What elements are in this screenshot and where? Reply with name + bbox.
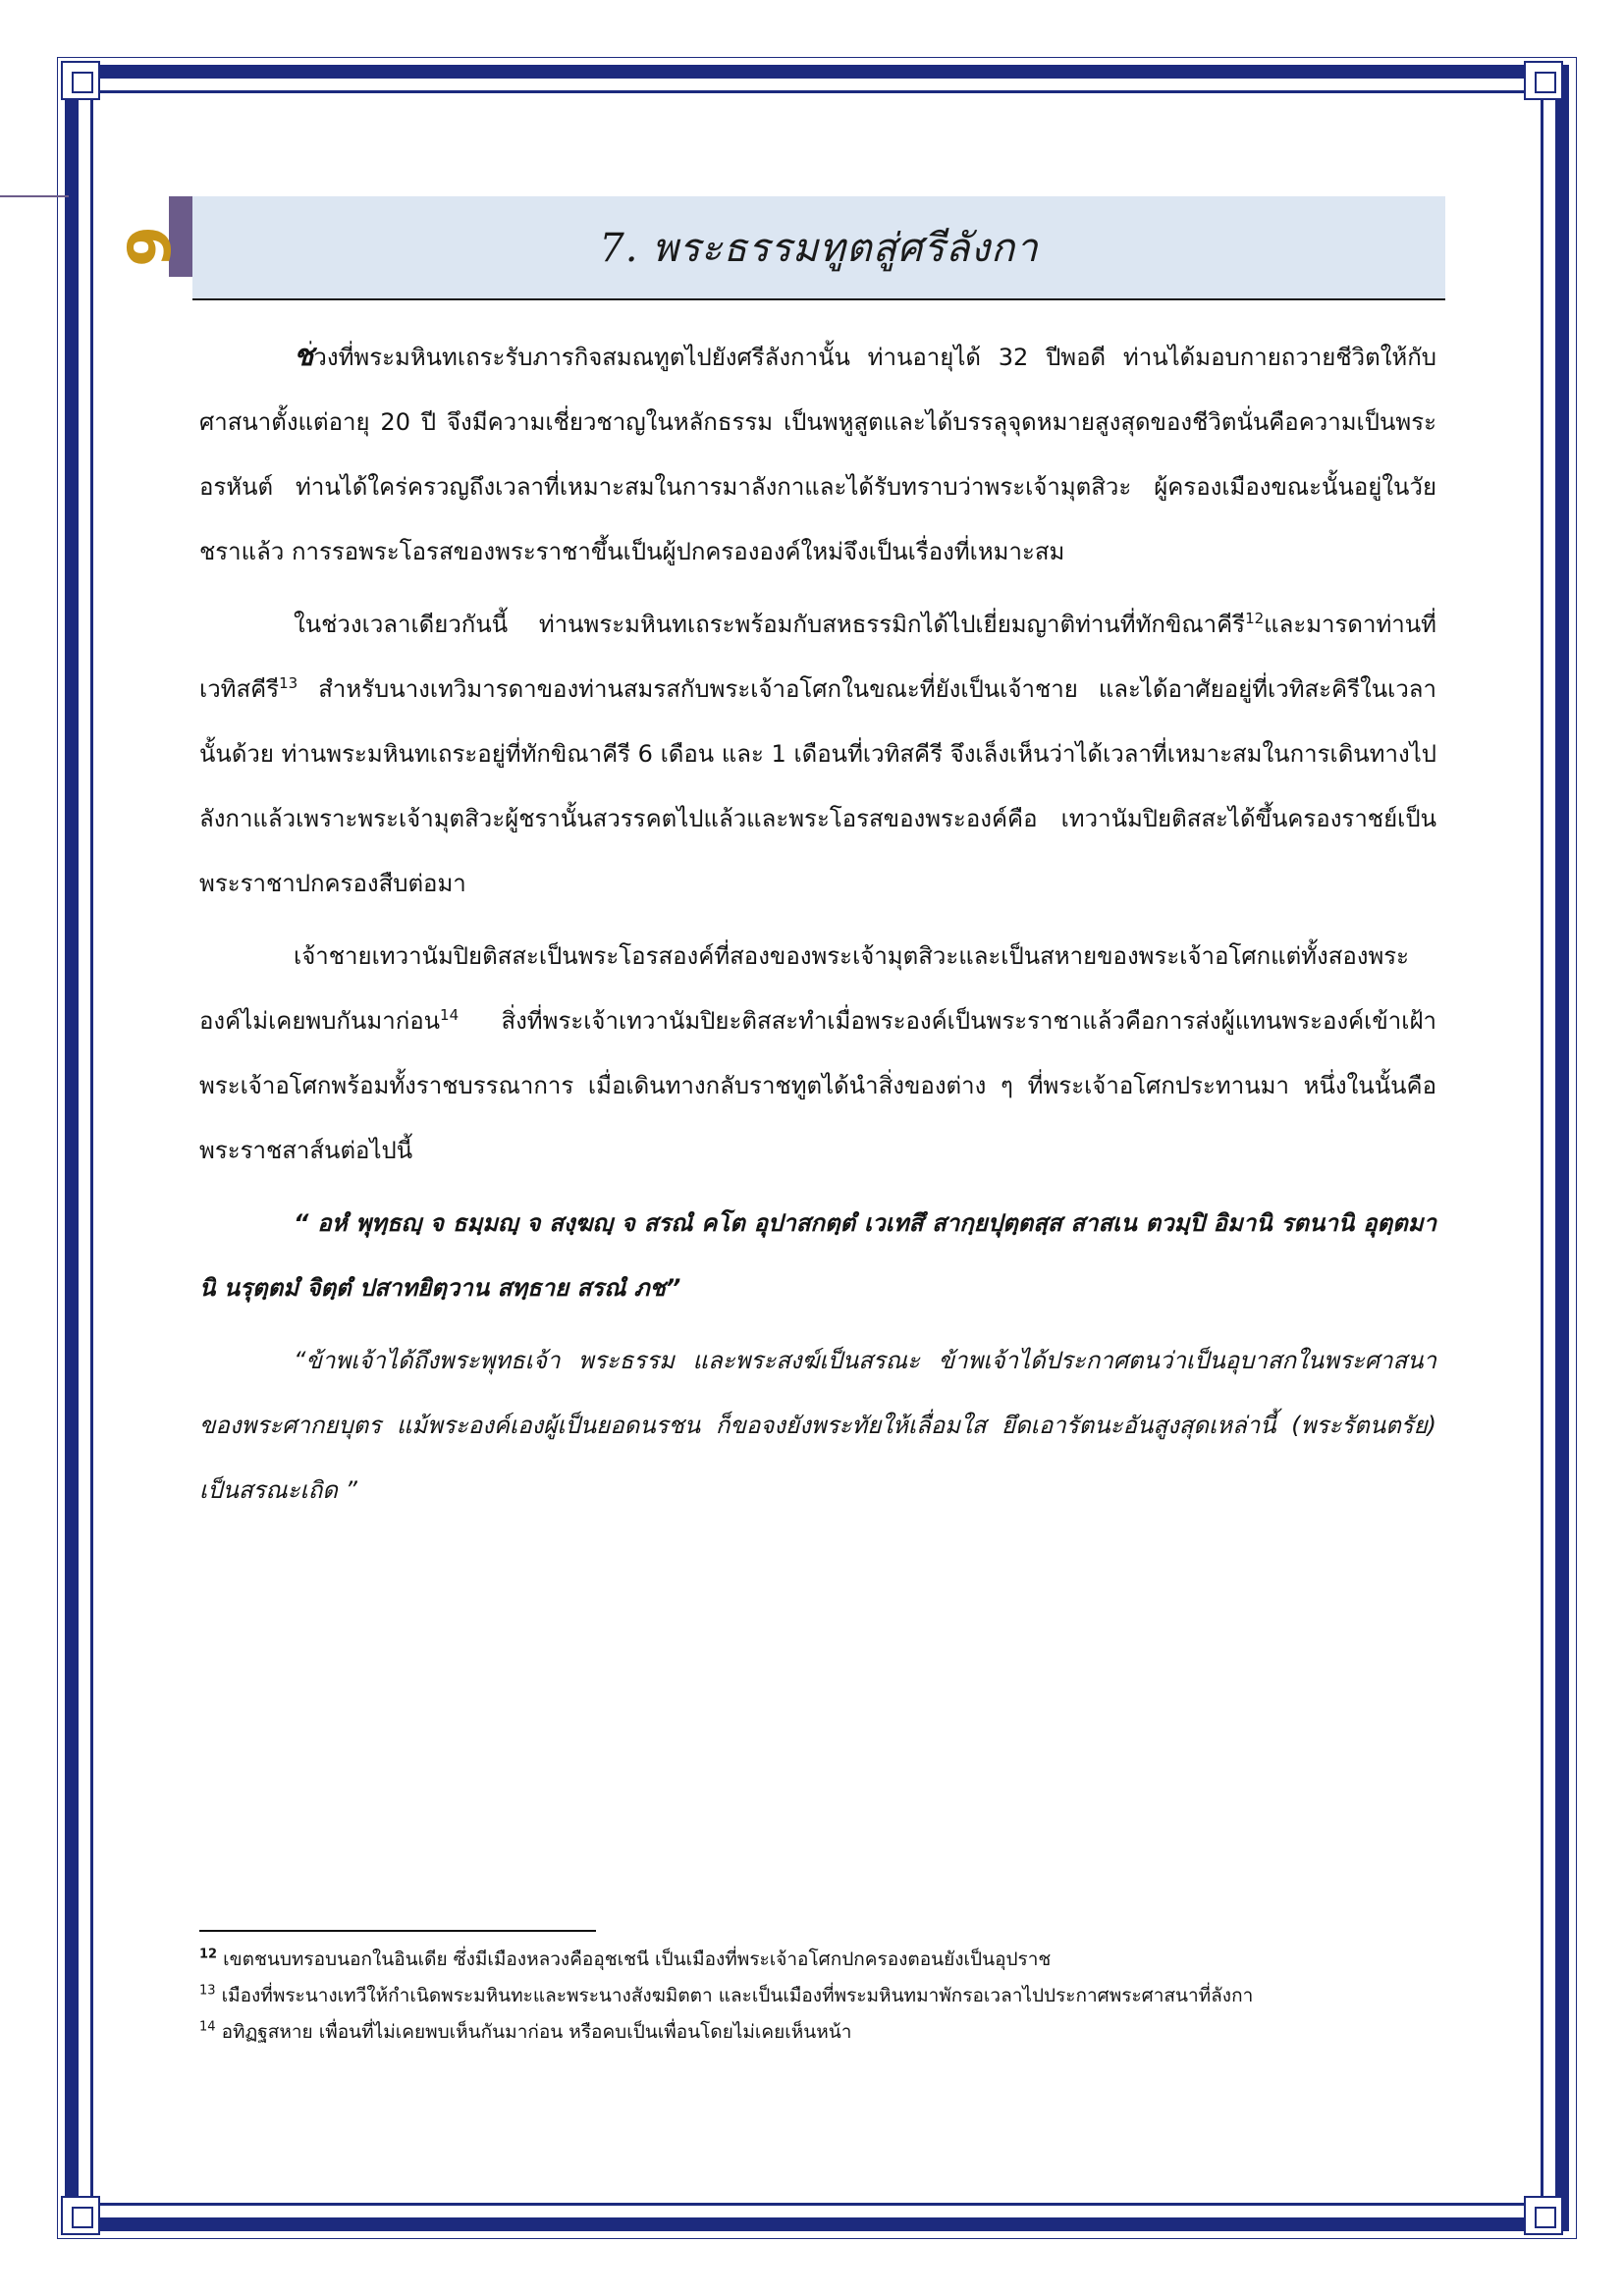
body-text [199,324,1436,1530]
page-number: 9 [116,226,185,267]
paragraph-2-text-c: สำหรับนางเทวิมารดาของท่านสมรสกับพระเจ้าอโศกในขณะที่ยังเป็นเจ้าชาย และได้อาศัยอยู่ที่เวทิสะคิรีในเวลานั้นด้วย ท่านพระมหินทเถระอยู่ที่ทักขิณาคีรี 6 เดือน และ 1 เดือนที่เวทิสคีรี จึงเล็งเห็นว่าได้เวลาที่เหมาะสมในการเดินทางไปลังกาแล้วเพราะพระเจ้ามุตสิวะผู้ชรานั้นสวรรคตไปแล้วและพระโอรสของพระองค์คือ เทวานัมปิยติสสะได้ขึ้นครองราชย์เป็นพระราชาปกครองสืบต่อมา [199,675,1436,897]
paragraph-2 [199,592,1436,916]
footnote-number: 14 [199,2019,216,2035]
footnote-ref-14[interactable]: 14 [440,1006,460,1024]
footnotes [199,1944,1436,2053]
corner-ornament-top-right [1524,61,1563,100]
paragraph-3-text-b: สิ่งที่พระเจ้าเทวานัมปิยะติสสะทำเมื่อพระองค์เป็นพระราชาแล้วคือการส่งผู้แทนพระองค์เข้าเฝ้าพระเจ้าอโศกพร้อมทั้งราชบรรณาการ เมื่อเดินทางกลับราชทูตได้นำสิ่งของต่าง ๆ ที่พระเจ้าอโศกประทานมา หนึ่งในนั้นคือพระราชสาส์นต่อไปนี้ [199,1007,1436,1164]
footnote-ref-13[interactable]: 13 [279,674,298,692]
footnote-text: อทิฏฐสหาย เพื่อนที่ไม่เคยพบเห็นกันมาก่อน หรือคบเป็นเพื่อนโดยไม่เคยเห็นหน้า [215,2021,852,2043]
footnote-13 [199,1980,1436,2012]
paragraph-1 [199,324,1436,584]
footnote-12 [199,1944,1436,1976]
paragraph-3-text-a: เจ้าชายเทวานัมปิยติสสะเป็นพระโอรสองค์ที่สองของพระเจ้ามุตสิวะและเป็นสหายของพระเจ้าอโศกแต่ทั้งสองพระองค์ไม่เคยพบกันมาก่อน [199,942,1410,1035]
footnote-number: 13 [199,1983,216,1999]
footnote-separator [199,1930,596,1932]
pali-quote: “ อหํ พุทฺธญฺ จ ธมฺมญฺ จ สงฺฆญฺ จ สรณํ คโต อุปาสกตฺตํ เวเทสึ สากฺยปุตฺตสฺส สาสเน ตวมฺปิ อิมานิ รตนานิ อุตฺตมานิ นรุตฺตมํ จิตฺตํ ปสาทยิตฺวาน สทฺธาย สรณํ ภช” [199,1209,1436,1302]
corner-ornament-top-left [61,61,100,100]
margin-rule [0,195,69,197]
chapter-header [192,196,1445,300]
footnote-ref-12[interactable]: 12 [1245,610,1265,627]
drop-cap: ช [294,339,314,373]
paragraph-2-text-a: ในช่วงเวลาเดียวกันนี้ ท่านพระมหินทเถระพร้อมกับสหธรรมิกได้ไปเยี่ยมญาติท่านที่ทักขิณาคีรี [294,611,1246,638]
quote-translation: “ข้าพเจ้าได้ถึงพระพุทธเจ้า พระธรรม และพระสงฆ์เป็นสรณะ ข้าพเจ้าได้ประกาศตนว่าเป็นอุบาสกในพระศาสนาของพระศากยบุตร แม้พระองค์เองผู้เป็นยอดนรชน ก็ขอจงยังพระทัยให้เลื่อมใส ยึดเอารัตนะอันสูงสุดเหล่านี้ (พระรัตนตรัย) เป็นสรณะเถิด ” [199,1347,1436,1504]
footnote-number: 12 [199,1947,218,1962]
footnote-text: เมืองที่พระนางเทวีให้กำเนิดพระมหินทะและพระนางสังฆมิตตา และเป็นเมืองที่พระมหินทมาพักรอเวลาไปประกาศพระศาสนาที่ลังกา [215,1985,1254,2006]
paragraph-1-text: ่วงที่พระมหินทเถระรับภารกิจสมณทูตไปยังศรีลังกานั้น ท่านอายุได้ 32 ปีพอดี ท่านได้มอบกายถวายชีวิตให้กับศาสนาตั้งแต่อายุ 20 ปี จึงมีความเชี่ยวชาญในหลักธรรม เป็นพหูสูตและได้บรรลุจุดหมายสูงสุดของชีวิตนั่นคือความเป็นพระอรหันต์ ท่านได้ใคร่ครวญถึงเวลาที่เหมาะสมในการมาลังกาและได้รับทราบว่าพระเจ้ามุตสิวะ ผู้ครองเมืองขณะนั้นอยู่ในวัยชราแล้ว การรอพระโอรสของพระราชาขึ้นเป็นผู้ปกครององค์ใหม่จึงเป็นเรื่องที่เหมาะสม [199,344,1436,565]
footnote-text: เขตชนบทรอบนอกในอินเดีย ซึ่งมีเมืองหลวงคืออุชเชนี เป็นเมืองที่พระเจ้าอโศกปกครองตอนยังเป็นอุปราช [217,1949,1052,1970]
paragraph-3 [199,924,1436,1183]
corner-ornament-bottom-left [61,2196,100,2235]
paragraph-2-text-b: และมารดาท่านที่เวทิสคีรี [199,611,1436,703]
corner-ornament-bottom-right [1524,2196,1563,2235]
chapter-title: 7. พระธรรมทูตสู่ศรีลังกา [599,226,1039,271]
footnote-14 [199,2016,1436,2049]
